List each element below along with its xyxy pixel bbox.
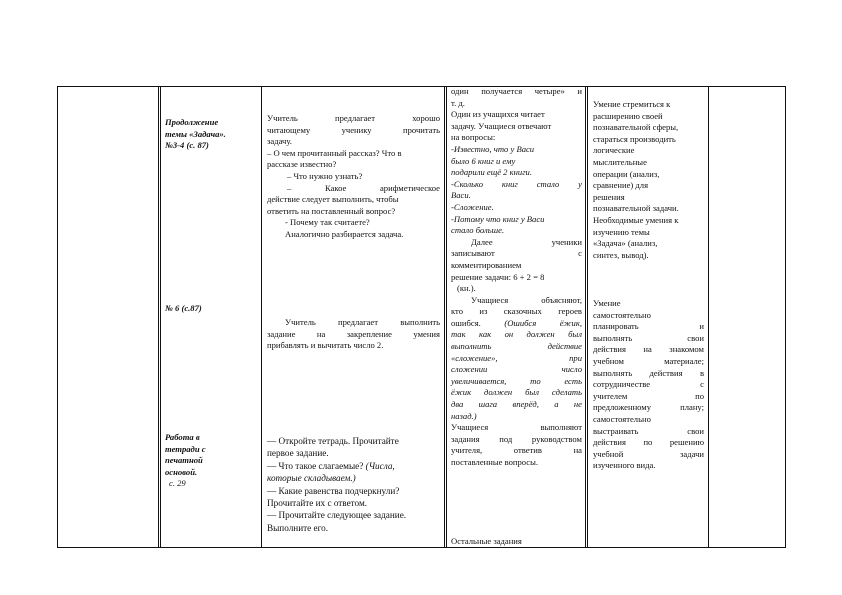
teacher-line-8: действие следует выполнить, чтобы: [267, 194, 399, 205]
topic-3-line-4: основой.: [165, 466, 198, 477]
topic-3-line-2: тетради с: [165, 443, 206, 454]
column-divider-4b: [587, 86, 588, 548]
skills-line-17: планировать и: [593, 321, 704, 332]
table-right-border: [785, 86, 786, 548]
skills-line-24: предложенному плану;: [593, 402, 704, 413]
topic-1-line-1: Продолжение: [165, 117, 219, 127]
teacher-line-12: Учитель предлагает выполнить: [285, 317, 440, 327]
teacher-line-13: задание на закрепление умения: [267, 328, 440, 339]
teacher-cell: [267, 113, 440, 241]
students-line-14: Далее ученики: [471, 236, 582, 247]
students-line-3: Один из учащихся читает: [451, 109, 545, 120]
skills-line-8: сравнение) для: [593, 180, 649, 191]
topic-cell-2: [165, 303, 257, 315]
column-divider-3: [444, 86, 445, 548]
skills-line-5: логические: [593, 145, 635, 156]
students-cell: [451, 86, 582, 469]
students-line-27: ёжик должен был сделать: [451, 387, 582, 398]
skills-line-25: самостоятельно: [593, 413, 651, 424]
students-line-15: записывают с: [451, 248, 582, 259]
skills-line-29: изученного вида.: [593, 460, 656, 471]
students-line-13: стало больше.: [451, 225, 505, 236]
teacher-cell-3: [267, 435, 442, 534]
students-line-25: сложении число: [451, 364, 582, 375]
teacher-line-7: – Какое арифметическое: [287, 182, 440, 193]
teacher-line-4: – О чем прочитанный рассказ? Что в: [267, 147, 402, 158]
teacher-line-1: Учитель предлагает хорошо: [267, 113, 440, 123]
skills-line-16: самостоятельно: [593, 309, 651, 320]
students-line-21: [451, 318, 582, 330]
topic-cell-3: [165, 432, 257, 490]
skills-line-12: изучению темы: [593, 226, 650, 237]
teacher-workbook-line-3: [267, 460, 442, 472]
column-divider-3b: [446, 86, 447, 548]
skills-line-20: учебном материале;: [593, 355, 704, 366]
students-line-29: назад.): [451, 410, 477, 421]
teacher-workbook-line-7: — Прочитайте следующее задание.: [267, 510, 407, 521]
teacher-line-5: рассказе известно?: [267, 159, 337, 170]
skills-line-10: познавательной задачи.: [593, 203, 679, 214]
students-line-23: выполнить действие: [451, 341, 582, 352]
teacher-line-2: читающему ученику прочитать: [267, 124, 440, 135]
teacher-workbook-line-3a: — Что такое слагаемые?: [267, 460, 366, 471]
topic-1-line-3: №3-4 (с. 87): [165, 140, 209, 151]
students-line-21a: ошибся.: [451, 317, 505, 328]
topic-2-line: № 6 (с.87): [165, 303, 202, 313]
skills-line-19: действия на знакомом: [593, 344, 704, 355]
teacher-workbook-line-2: первое задание.: [267, 448, 329, 459]
skills-line-15: Умение: [593, 298, 621, 308]
teacher-workbook-line-8: Выполните его.: [267, 522, 329, 533]
students-line-16: комментированием: [451, 259, 522, 270]
students-line-4: задачу. Учащиеся отвечают: [451, 120, 552, 131]
skills-line-22: сотрудничестве с: [593, 379, 704, 390]
topic-3-line-1: Работа в: [165, 432, 200, 442]
table-top-border: [57, 86, 786, 87]
skills-line-26: выстраивать свои: [593, 425, 704, 436]
topic-cell-1: [165, 117, 257, 152]
students-line-24: «сложение», при: [451, 352, 582, 363]
students-line-21b: (Ошибся ёжик,: [504, 317, 582, 328]
students-line-18: (кн.).: [457, 283, 476, 294]
skills-line-9: решения: [593, 191, 625, 202]
students-line-33: поставленные вопросы.: [451, 457, 539, 467]
students-line-34: Остальные задания: [451, 536, 522, 546]
topic-3-line-5: с. 29: [169, 478, 186, 489]
skills-cell-1: [593, 99, 705, 261]
skills-line-27: действия по решению: [593, 437, 704, 448]
students-line-10: Васи.: [451, 190, 471, 201]
students-line-28: два шага вперёд, а не: [451, 399, 582, 410]
teacher-line-14: прибавлять и вычитать число 2.: [267, 340, 384, 351]
table-left-border: [57, 86, 58, 548]
column-divider-1: [158, 86, 159, 548]
students-line-20: кто из сказочных героев: [451, 306, 582, 317]
teacher-line-10: - Почему так считаете?: [285, 217, 370, 228]
skills-line-4: стараться производить: [593, 133, 676, 144]
students-line-1: один получается четыре» и: [451, 86, 582, 96]
topic-3-line-3: печатной: [165, 455, 203, 466]
students-line-30: Учащиеся выполняют: [451, 422, 582, 433]
students-line-7: было 6 книг и ему: [451, 155, 516, 166]
teacher-line-9: ответить на поставленный вопрос?: [267, 205, 396, 216]
students-line-12: -Потому что книг у Васи: [451, 213, 545, 224]
skills-cell-2: [593, 298, 704, 472]
column-divider-4: [585, 86, 586, 548]
column-divider-2: [261, 86, 262, 548]
students-line-22: так как он должен был: [451, 329, 582, 340]
teacher-cell-2: [267, 317, 440, 352]
skills-line-7: операции (анализ,: [593, 168, 660, 179]
teacher-workbook-line-4: которые складываем.): [267, 473, 356, 484]
teacher-workbook-line-6: Прочитайте их с ответом.: [267, 498, 368, 509]
skills-line-1: Умение стремиться к: [593, 99, 671, 109]
students-line-32: учителя, ответив на: [451, 445, 582, 456]
students-line-17: решение задачи: 6 + 2 = 8: [451, 271, 545, 282]
skills-line-28: учебной задачи: [593, 448, 704, 459]
column-divider-5: [708, 86, 709, 548]
students-line-26: увеличивается, то есть: [451, 375, 582, 386]
skills-line-18: выполнять свои: [593, 332, 704, 343]
teacher-workbook-line-5: — Какие равенства подчеркнули?: [267, 485, 400, 496]
teacher-workbook-line-3b: (Числа,: [365, 460, 395, 471]
column-divider-1b: [160, 86, 161, 548]
skills-line-2: расширению своей: [593, 110, 663, 121]
skills-line-14: синтез, вывод).: [593, 249, 649, 260]
skills-line-6: мыслительные: [593, 156, 647, 167]
students-line-9: -Сколько книг стало у: [451, 178, 582, 189]
students-line-6: -Известно, что у Васи: [451, 143, 535, 154]
teacher-line-3: задачу.: [267, 136, 292, 147]
teacher-line-11: Аналогично разбирается задача.: [285, 228, 404, 239]
students-line-2: т. д.: [451, 97, 465, 108]
skills-line-23: учителем по: [593, 390, 704, 401]
students-line-8: подарили ещё 2 книги.: [451, 167, 532, 178]
skills-line-21: выполнять действия в: [593, 367, 704, 378]
students-line-11: -Сложение.: [451, 201, 494, 212]
skills-line-3: познавательной сферы,: [593, 122, 679, 133]
students-line-19: Учащиеся объясняют,: [471, 294, 582, 305]
students-line-31: задания под руководством: [451, 433, 582, 444]
topic-1-line-2: темы «Задача».: [165, 128, 226, 139]
teacher-line-6: – Что нужно узнать?: [287, 170, 363, 181]
students-cell-tail: [451, 536, 582, 548]
students-line-5: на вопросы:: [451, 132, 496, 143]
table-bottom-border: [57, 547, 786, 548]
skills-line-11: Необходимые умения к: [593, 214, 679, 225]
teacher-workbook-line-1: — Откройте тетрадь. Прочитайте: [267, 436, 399, 446]
skills-line-13: «Задача» (анализ,: [593, 238, 658, 249]
